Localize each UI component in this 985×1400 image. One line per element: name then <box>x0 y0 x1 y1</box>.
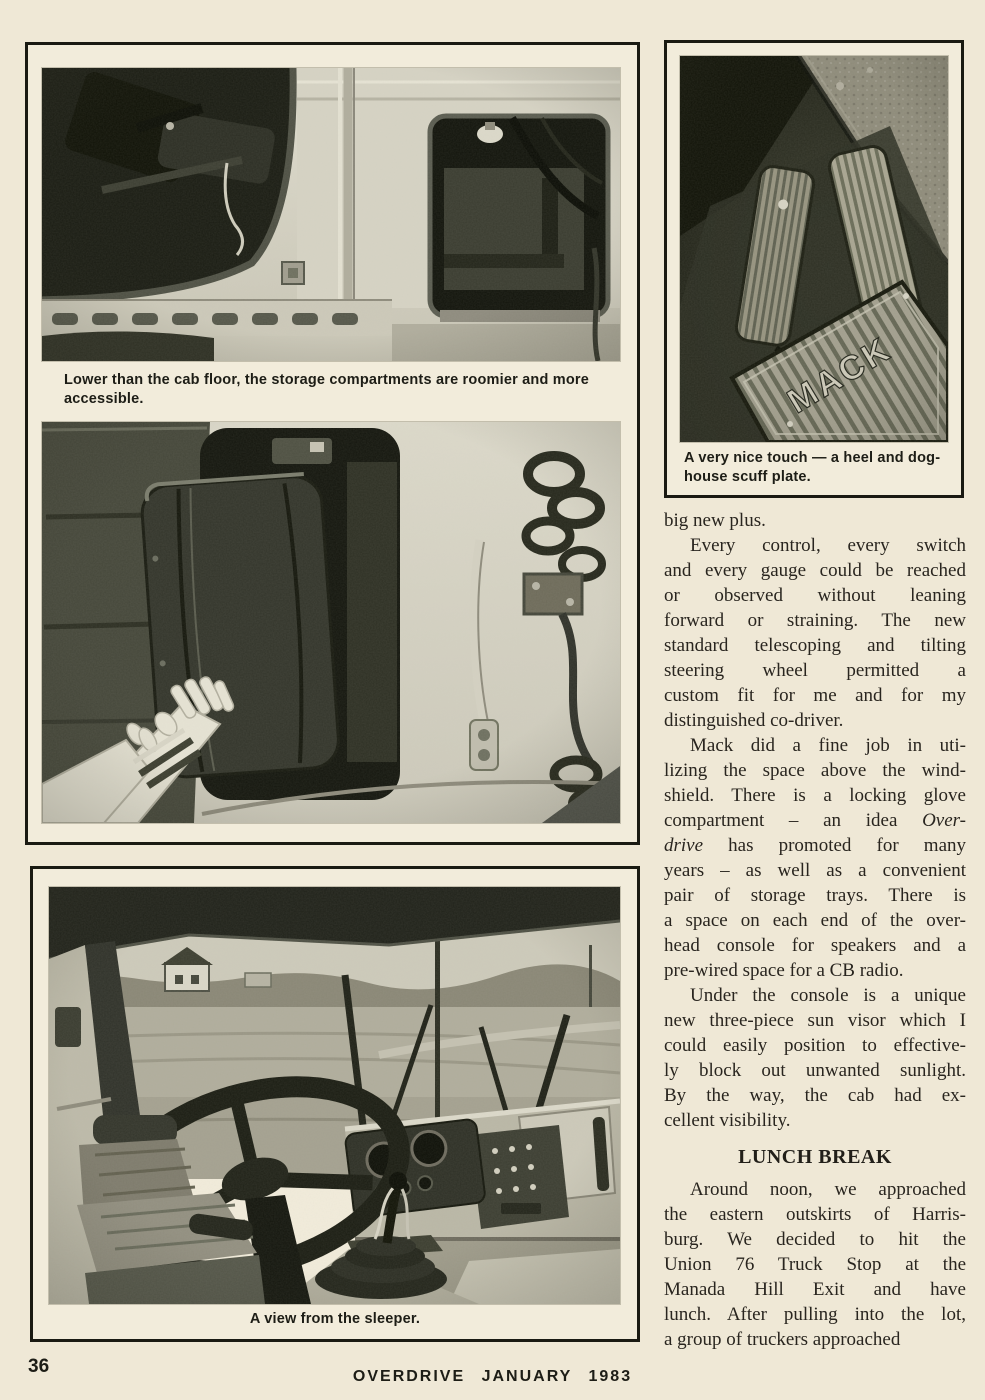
footer-magazine-title: OVERDRIVE JANUARY 1983 <box>352 1368 633 1385</box>
body-paragraph: Around noon, we approached the eastern outskirts of Harris- burg. We decided to hit the Union 76 Truck Stop at the Manada Hill Exit and have lunch. After pulling into the lot, a group of truckers approached <box>664 1179 966 1350</box>
body-paragraph: Under the console is a unique new three-piece sun visor which I could easily position to effective- ly block out unwanted sunlight. By the way, the cab had ex- cellent visibility. <box>664 985 966 1131</box>
caption-line: house scuff plate. <box>684 469 811 485</box>
caption-line: A very nice touch — a heel and dog- <box>684 450 941 466</box>
photo-frame-pedals <box>664 40 964 498</box>
photo-pedals-scuff-plate <box>680 56 948 442</box>
page-number: 36 <box>28 1356 50 1377</box>
body-paragraph: Mack did a fine job in uti- lizing the space above the wind- shield. There is a locking glove compartment – an idea Over- drive has promoted for many years – as well as a convenient pair of storage trays. There is a space on each end of the over- head console for speakers and a pre-wired space for a CB radio. <box>664 735 966 981</box>
caption-line: Lower than the cab floor, the storage compartments are roomier and more <box>64 372 590 388</box>
photo-storage-compartments <box>42 68 620 361</box>
photo-frame-sleeper <box>30 866 640 1342</box>
photo-frame-storage <box>25 42 640 845</box>
body-paragraph: big new plus. <box>664 510 766 531</box>
caption-line: accessible. <box>64 391 144 407</box>
photo-caption-storage <box>64 371 624 409</box>
body-paragraph: Every control, every switch and every gauge could be reached or observed without leaning forward or straining. The new standard telescoping and tilting steering wheel permitted a custom fit for me and for my distinguished co-driver. <box>664 535 966 731</box>
caption-line: A view from the sleeper. <box>249 1311 421 1327</box>
photo-caption-pedals <box>684 449 946 487</box>
section-heading: LUNCH BREAK <box>738 1146 892 1168</box>
photo-cab-interior <box>49 887 620 1304</box>
article-column <box>664 508 966 1352</box>
photo-suitcase-loading <box>42 422 620 823</box>
photo-caption-sleeper <box>33 1310 637 1329</box>
